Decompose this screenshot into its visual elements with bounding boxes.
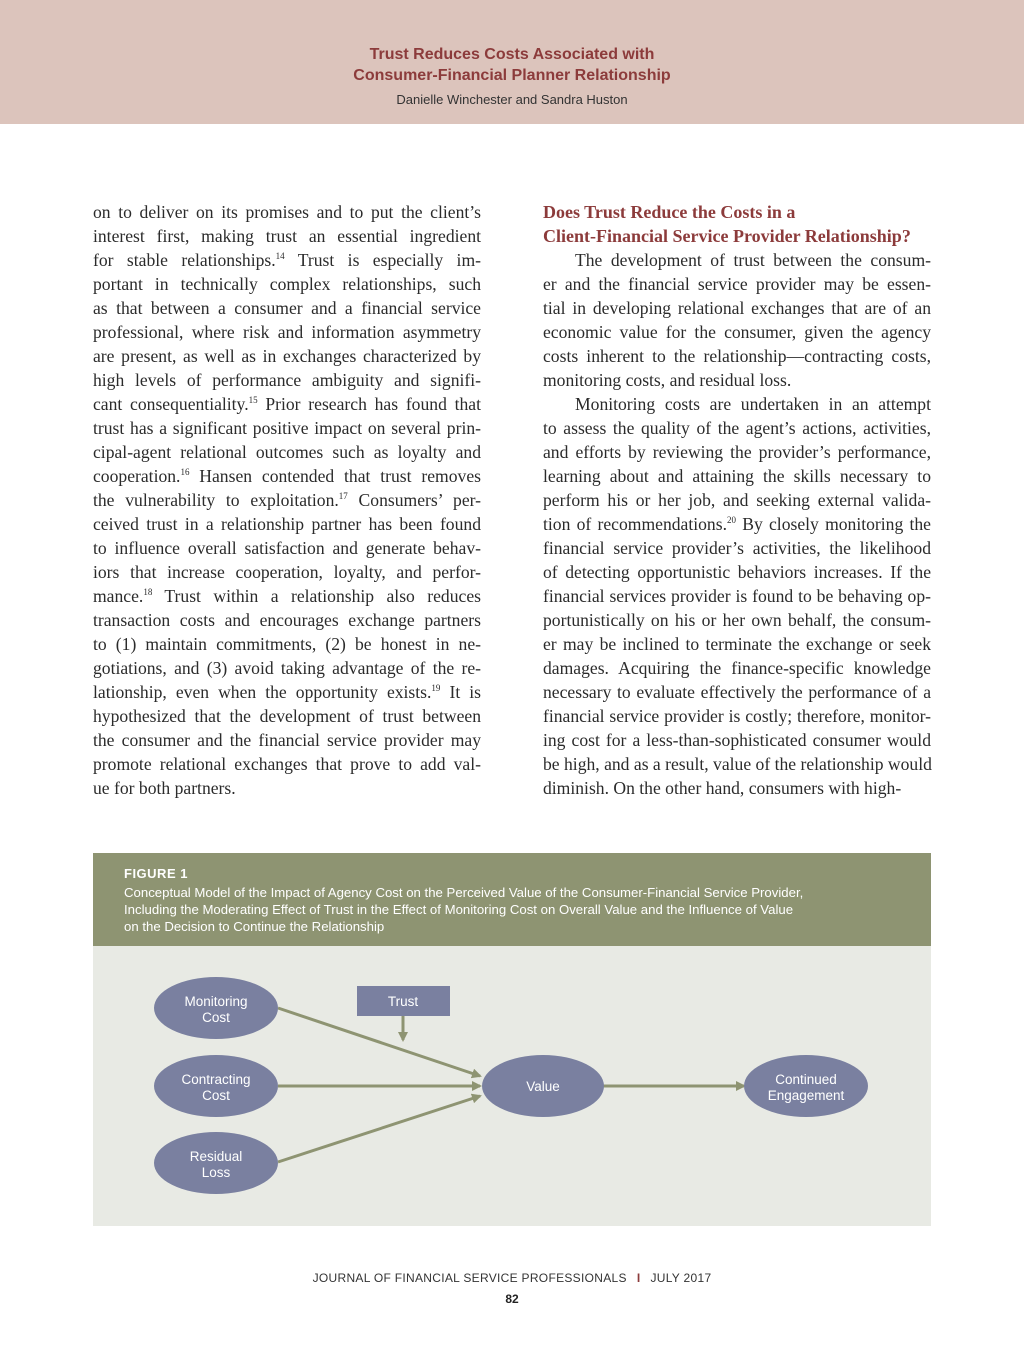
footer-separator: I xyxy=(636,1271,641,1285)
node-monitoring-label-1: Monitoring xyxy=(184,994,248,1009)
figure-label: FIGURE 1 xyxy=(124,866,188,881)
line-text: financial service provider is costly; therefore, monitor- xyxy=(543,706,931,726)
line-text: ceived trust in a relationship partner has been found xyxy=(93,514,481,534)
line-text: economic value for the consumer, given the agency xyxy=(543,322,931,342)
footer-journal: JOURNAL OF FINANCIAL SERVICE PROFESSIONALS xyxy=(312,1271,627,1285)
footnote-ref[interactable]: 17 xyxy=(338,491,348,501)
line-text: be high, and as a result, value of the relationship would xyxy=(543,754,932,774)
line-text: cant consequentiality. xyxy=(93,394,249,414)
node-continued-label-2: Engagement xyxy=(767,1088,845,1103)
line-text: professional, where risk and information asymmetry xyxy=(93,322,481,342)
line-text: and efforts by reviewing the provider’s performance, xyxy=(543,442,931,462)
line-text-after-ref: Hansen contended that trust removes xyxy=(189,466,481,486)
line-text-after-ref: By closely monitoring the xyxy=(735,514,931,534)
line-text-after-ref: Trust is especially im- xyxy=(284,250,481,270)
figure-caption-line-1: Conceptual Model of the Impact of Agency Cost on the Perceived Value of the Consumer-Financial Service Provider, xyxy=(124,885,804,900)
arrow-residual-to-value xyxy=(278,1096,480,1162)
line-text: gotiations, and (3) avoid taking advantage of the re- xyxy=(93,658,481,678)
line-text: er may be inclined to terminate the exchange or seek xyxy=(543,634,931,654)
line-text: the consumer and the financial service provider may xyxy=(93,730,481,750)
line-text: perform his or her job, and seeking external valida- xyxy=(543,490,931,510)
node-trust-label: Trust xyxy=(387,994,419,1009)
line-text: mance. xyxy=(93,586,144,606)
line-text: cipal-agent relational outcomes such as loyalty and xyxy=(93,442,481,462)
line-text-after-ref: Consumers’ per- xyxy=(347,490,482,510)
figure-caption-line-2: Including the Moderating Effect of Trust in the Effect of Monitoring Cost on Overall Value and the Influence of Value xyxy=(124,902,794,917)
line-text: as that between a consumer and a financial service xyxy=(93,298,481,318)
section-heading-line-2: Client-Financial Service Provider Relationship? xyxy=(543,226,911,246)
line-text: tion of recommendations. xyxy=(543,514,727,534)
line-text: for stable relationships. xyxy=(93,250,276,270)
line-text: to (1) maintain commitments, (2) be honest in ne- xyxy=(93,634,481,654)
arrow-monitoring-to-value xyxy=(278,1008,480,1076)
line-text: monitoring costs, and residual loss. xyxy=(543,370,792,390)
line-text: ue for both partners. xyxy=(93,778,236,798)
line-text: The development of trust between the consum- xyxy=(575,250,931,270)
article-title-line-1: Trust Reduces Costs Associated with xyxy=(369,46,655,63)
line-text: trust has a significant positive impact on several prin- xyxy=(93,418,481,438)
line-text: to influence overall satisfaction and generate behav- xyxy=(93,538,481,558)
line-text: tial in developing relational exchanges that are of an xyxy=(543,298,931,318)
footnote-ref[interactable]: 19 xyxy=(431,683,441,693)
line-text-after-ref: Trust within a relationship also reduces xyxy=(152,586,481,606)
line-text: interest first, making trust an essential ingredient xyxy=(93,226,481,246)
footnote-ref[interactable]: 20 xyxy=(726,515,736,525)
footer-date: JULY 2017 xyxy=(650,1271,712,1285)
line-text: damages. Acquiring the finance-specific knowledge xyxy=(543,658,931,678)
line-text: Monitoring costs are undertaken in an attempt xyxy=(575,394,931,414)
page-number: 82 xyxy=(505,1292,519,1306)
line-text: cooperation. xyxy=(93,466,181,486)
line-text: er and the financial service provider may be essen- xyxy=(543,274,931,294)
line-text: portunistically on his or her own behalf, the consum- xyxy=(543,610,931,630)
line-text: lationship, even when the opportunity exists. xyxy=(93,682,432,702)
footnote-ref[interactable]: 15 xyxy=(248,395,258,405)
section-heading-line-1: Does Trust Reduce the Costs in a xyxy=(543,202,796,222)
line-text: to assess the quality of the agent’s actions, activities, xyxy=(543,418,931,438)
line-text: high levels of performance ambiguity and signifi- xyxy=(93,370,481,390)
line-text: iors that increase cooperation, loyalty, and perfor- xyxy=(93,562,481,582)
footnote-ref[interactable]: 16 xyxy=(180,467,190,477)
line-text: are present, as well as in exchanges characterized by xyxy=(93,346,481,366)
line-text: costs inherent to the relationship—contracting costs, xyxy=(543,346,931,366)
node-residual-label-1: Residual xyxy=(189,1149,243,1164)
node-contracting-label-1: Contracting xyxy=(181,1072,251,1087)
line-text-after-ref: Prior research has found that xyxy=(257,394,481,414)
figure-caption-line-3: on the Decision to Continue the Relationship xyxy=(124,919,385,934)
footnote-ref[interactable]: 14 xyxy=(275,251,285,261)
line-text: financial service provider’s activities, the likelihood xyxy=(543,538,931,558)
node-continued-label-1: Continued xyxy=(775,1072,837,1087)
line-text: transaction costs and encourages exchange partners xyxy=(93,610,481,630)
line-text-after-ref: It is xyxy=(440,682,481,702)
footnote-ref[interactable]: 18 xyxy=(143,587,153,597)
article-title-line-2: Consumer-Financial Planner Relationship xyxy=(353,67,671,84)
line-text: portant in technically complex relationships, such xyxy=(93,274,481,294)
line-text: ing cost for a less-than-sophisticated consumer would xyxy=(543,730,931,750)
node-residual-label-2: Loss xyxy=(201,1165,231,1180)
line-text: necessary to evaluate effectively the performance of a xyxy=(543,682,931,702)
line-text: promote relational exchanges that prove to add val- xyxy=(93,754,481,774)
footer-journal-line xyxy=(0,1271,1024,1285)
line-text: the vulnerability to exploitation. xyxy=(93,490,339,510)
node-contracting-label-2: Cost xyxy=(202,1088,230,1103)
node-value-label: Value xyxy=(526,1079,560,1094)
node-monitoring-label-2: Cost xyxy=(202,1010,230,1025)
line-text: hypothesized that the development of trust between xyxy=(93,706,481,726)
line-text: learning about and attaining the skills necessary to xyxy=(543,466,931,486)
line-text: diminish. On the other hand, consumers with high- xyxy=(543,778,902,798)
line-text: financial services provider is found to be behaving op- xyxy=(543,586,931,606)
line-text: on to deliver on its promises and to put the client’s xyxy=(93,202,481,222)
line-text: of detecting opportunistic behaviors increases. If the xyxy=(543,562,931,582)
article-authors: Danielle Winchester and Sandra Huston xyxy=(396,92,628,107)
